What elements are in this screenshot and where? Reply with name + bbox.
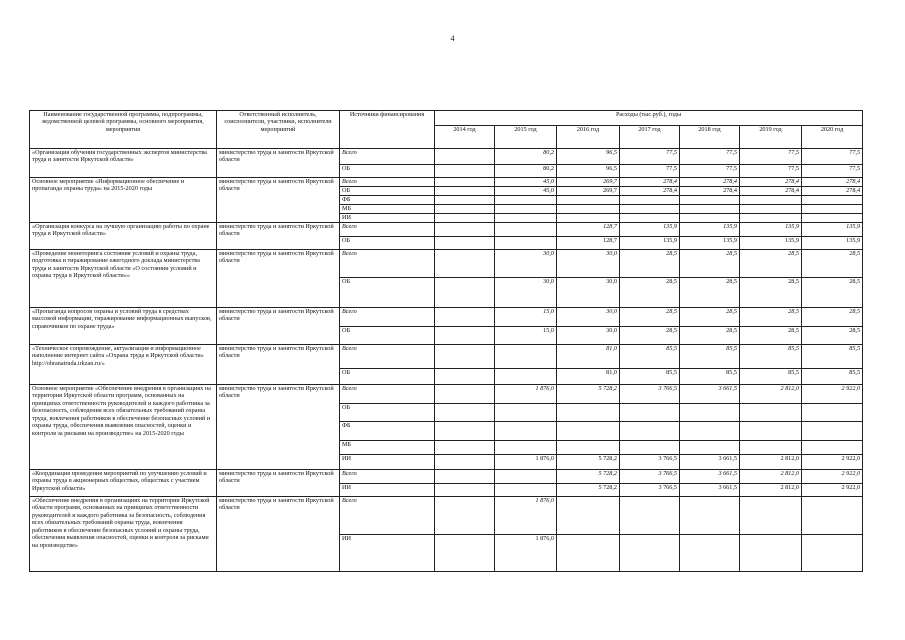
- amount-cell: 77,5: [740, 165, 802, 178]
- measure-name: «Обеспечение внедрения в организациях на территории Иркутской области программ, основанных на принципах ответственности руководителей и каждого работника за безопасность, соблюдения всех обязательных требований охраны труда, вовлечения работников в обеспечение безопасных условий и охраны труда, обеспечения выявления опасностей, оценки и контроля за рисками на производстве»: [30, 497, 217, 572]
- amount-cell: [680, 196, 740, 205]
- amount-cell: 2 812,0: [740, 470, 802, 484]
- amount-cell: [435, 535, 495, 572]
- amount-cell: [802, 404, 863, 422]
- amount-cell: 45,0: [495, 187, 557, 196]
- table-row: [30, 385, 863, 404]
- amount-cell: 77,5: [620, 149, 680, 165]
- amount-cell: [495, 484, 557, 497]
- table-row: [30, 470, 863, 484]
- amount-cell: [620, 535, 680, 572]
- amount-cell: [495, 369, 557, 385]
- funding-source: ОБ: [340, 369, 435, 385]
- amount-cell: 30,0: [557, 250, 620, 278]
- amount-cell: 30,0: [557, 278, 620, 308]
- amount-cell: 28,5: [740, 278, 802, 308]
- amount-cell: 28,5: [802, 308, 863, 327]
- amount-cell: 135,9: [802, 237, 863, 250]
- funding-source: Всего: [340, 223, 435, 237]
- funding-source: ФБ: [340, 196, 435, 205]
- amount-cell: [495, 196, 557, 205]
- amount-cell: 2 922,0: [802, 385, 863, 404]
- measure-name: «Проведение мониторинга состояния условий и охраны труда, подготовка и тиражирование ежегодного доклада министерства труда и занятости Иркутской области «О состоянии условий и охраны труда в Иркутской области»»: [30, 250, 217, 308]
- amount-cell: [680, 205, 740, 214]
- amount-cell: [802, 497, 863, 535]
- amount-cell: [435, 308, 495, 327]
- funding-source: ИИ: [340, 455, 435, 470]
- measure-name: «Организация конкурса на лучшую организацию работы по охране труда в Иркутской области»: [30, 223, 217, 250]
- amount-cell: 135,9: [620, 223, 680, 237]
- funding-source: ОБ: [340, 327, 435, 345]
- amount-cell: [557, 214, 620, 223]
- amount-cell: [557, 404, 620, 422]
- amount-cell: 269,7: [557, 178, 620, 187]
- table-row: [30, 178, 863, 187]
- amount-cell: 5 728,2: [557, 385, 620, 404]
- amount-cell: [495, 422, 557, 441]
- amount-cell: [435, 223, 495, 237]
- funding-source: Всего: [340, 470, 435, 484]
- amount-cell: 3 766,5: [620, 470, 680, 484]
- amount-cell: [435, 369, 495, 385]
- amount-cell: [557, 535, 620, 572]
- amount-cell: 1 876,0: [495, 497, 557, 535]
- amount-cell: 30,0: [495, 250, 557, 278]
- amount-cell: 278,4: [802, 178, 863, 187]
- amount-cell: 85,5: [802, 369, 863, 385]
- amount-cell: [620, 404, 680, 422]
- measure-name: «Координация проведения мероприятий по улучшению условий и охраны труда в акционерных обществах, обществах с участием Иркутской области»: [30, 470, 217, 497]
- amount-cell: 28,5: [802, 278, 863, 308]
- funding-source: ИИ: [340, 535, 435, 572]
- header-year: 2019 год: [740, 126, 802, 149]
- amount-cell: 5 728,2: [557, 455, 620, 470]
- amount-cell: 3 766,5: [620, 484, 680, 497]
- amount-cell: 278,4: [802, 187, 863, 196]
- amount-cell: 3 661,5: [680, 484, 740, 497]
- amount-cell: 96,5: [557, 149, 620, 165]
- amount-cell: 128,7: [557, 237, 620, 250]
- amount-cell: [740, 497, 802, 535]
- amount-cell: 77,5: [680, 149, 740, 165]
- amount-cell: 1 876,0: [495, 385, 557, 404]
- amount-cell: 5 728,2: [557, 470, 620, 484]
- amount-cell: 85,5: [680, 369, 740, 385]
- header-year: 2016 год: [557, 126, 620, 149]
- funding-source: Всего: [340, 178, 435, 187]
- funding-source: Всего: [340, 345, 435, 369]
- amount-cell: 85,5: [802, 345, 863, 369]
- amount-cell: 28,5: [802, 327, 863, 345]
- amount-cell: 30,0: [495, 278, 557, 308]
- measure-name: Основное мероприятие «Обеспечение внедрения в организациях на территории Иркутской области программ, основанных на принципах ответственности руководителей и каждого работника за безопасность, соблюдения всех обязательных требований охраны труда, вовлечения работников в обеспечение безопасных условий и охраны труда, обеспечения выявления опасностей, оценки и контроля за рисками на производстве» на 2015-2020 годы: [30, 385, 217, 470]
- amount-cell: [620, 497, 680, 535]
- header-sources: Источники финансирования: [340, 111, 435, 149]
- amount-cell: 278,4: [740, 178, 802, 187]
- amount-cell: 2 812,0: [740, 455, 802, 470]
- amount-cell: [740, 404, 802, 422]
- amount-cell: 85,5: [740, 369, 802, 385]
- amount-cell: [435, 196, 495, 205]
- amount-cell: [435, 497, 495, 535]
- amount-cell: [620, 214, 680, 223]
- amount-cell: 81,0: [557, 345, 620, 369]
- measure-name: «Техническое сопровождение, актуализация и информационное наполнение интернет сайта «Охрана труда в Иркутской области» http://ohranatruda.irkzan.ru/»: [30, 345, 217, 385]
- amount-cell: 28,5: [620, 327, 680, 345]
- responsible-executor: министерство труда и занятости Иркутской области: [217, 470, 340, 497]
- table-row: [30, 149, 863, 165]
- amount-cell: [495, 223, 557, 237]
- amount-cell: [557, 422, 620, 441]
- amount-cell: 77,5: [802, 165, 863, 178]
- amount-cell: 77,5: [680, 165, 740, 178]
- amount-cell: 28,5: [620, 278, 680, 308]
- amount-cell: [680, 441, 740, 455]
- amount-cell: [435, 484, 495, 497]
- amount-cell: [740, 205, 802, 214]
- funding-source: Всего: [340, 308, 435, 327]
- measure-name: «Организация обучения государственных экспертов министерства труда и занятости Иркутской области»: [30, 149, 217, 178]
- measure-name: «Пропаганда вопросов охраны и условий труда в средствах массовой информации, тиражирование информационных выпусков, справочников по охране труда»: [30, 308, 217, 345]
- responsible-executor: министерство труда и занятости Иркутской области: [217, 308, 340, 345]
- amount-cell: [620, 196, 680, 205]
- table-row: [30, 250, 863, 278]
- amount-cell: [557, 497, 620, 535]
- funding-source: ОБ: [340, 278, 435, 308]
- amount-cell: 1 876,0: [495, 535, 557, 572]
- amount-cell: 15,0: [495, 308, 557, 327]
- amount-cell: [435, 441, 495, 455]
- amount-cell: [495, 470, 557, 484]
- amount-cell: [435, 455, 495, 470]
- funding-source: Всего: [340, 385, 435, 404]
- amount-cell: 85,5: [680, 345, 740, 369]
- responsible-executor: министерство труда и занятости Иркутской области: [217, 497, 340, 572]
- funding-source: ОБ: [340, 187, 435, 196]
- amount-cell: 135,9: [620, 237, 680, 250]
- amount-cell: [680, 535, 740, 572]
- amount-cell: [802, 205, 863, 214]
- amount-cell: [435, 178, 495, 187]
- amount-cell: 3 661,5: [680, 470, 740, 484]
- amount-cell: [435, 327, 495, 345]
- header-year: 2014 год: [435, 126, 495, 149]
- table-row: [30, 497, 863, 535]
- amount-cell: 3 766,5: [620, 455, 680, 470]
- amount-cell: 85,5: [740, 345, 802, 369]
- table-row: [30, 223, 863, 237]
- amount-cell: 3 661,5: [680, 385, 740, 404]
- amount-cell: 128,7: [557, 223, 620, 237]
- amount-cell: [802, 214, 863, 223]
- responsible-executor: министерство труда и занятости Иркутской области: [217, 385, 340, 470]
- amount-cell: [435, 205, 495, 214]
- header-responsible: Ответственный исполнитель, соисполнители, участники, исполнители мероприятий: [217, 111, 340, 149]
- amount-cell: [620, 205, 680, 214]
- amount-cell: 30,0: [557, 308, 620, 327]
- amount-cell: 135,9: [680, 237, 740, 250]
- amount-cell: 278,4: [680, 178, 740, 187]
- amount-cell: 5 728,2: [557, 484, 620, 497]
- amount-cell: [495, 205, 557, 214]
- amount-cell: [495, 404, 557, 422]
- amount-cell: 45,0: [495, 178, 557, 187]
- amount-cell: [435, 422, 495, 441]
- amount-cell: 28,5: [740, 308, 802, 327]
- funding-source: ФБ: [340, 422, 435, 441]
- amount-cell: [495, 441, 557, 455]
- amount-cell: [495, 237, 557, 250]
- amount-cell: [802, 441, 863, 455]
- amount-cell: 3 766,5: [620, 385, 680, 404]
- amount-cell: [680, 214, 740, 223]
- funding-source: Всего: [340, 497, 435, 535]
- table-row: [30, 308, 863, 327]
- amount-cell: 135,9: [680, 223, 740, 237]
- amount-cell: [802, 535, 863, 572]
- amount-cell: 269,7: [557, 187, 620, 196]
- amount-cell: [435, 345, 495, 369]
- amount-cell: 278,4: [680, 187, 740, 196]
- funding-source: ИИ: [340, 484, 435, 497]
- amount-cell: 3 661,5: [680, 455, 740, 470]
- amount-cell: 2 922,0: [802, 455, 863, 470]
- amount-cell: [435, 250, 495, 278]
- table-body: [30, 149, 863, 572]
- amount-cell: 28,5: [680, 327, 740, 345]
- amount-cell: [680, 404, 740, 422]
- amount-cell: 135,9: [740, 237, 802, 250]
- header-expenses: Расходы (тыс.руб.), годы: [435, 111, 863, 126]
- amount-cell: [435, 470, 495, 484]
- amount-cell: 81,0: [557, 369, 620, 385]
- amount-cell: [680, 422, 740, 441]
- amount-cell: 28,5: [802, 250, 863, 278]
- responsible-executor: министерство труда и занятости Иркутской области: [217, 345, 340, 385]
- amount-cell: [435, 214, 495, 223]
- funding-source: ОБ: [340, 237, 435, 250]
- amount-cell: 28,5: [680, 278, 740, 308]
- amount-cell: 1 876,0: [495, 455, 557, 470]
- header-year: 2017 год: [620, 126, 680, 149]
- page-number: 4: [450, 34, 455, 43]
- amount-cell: [435, 404, 495, 422]
- amount-cell: 2 812,0: [740, 385, 802, 404]
- amount-cell: [495, 345, 557, 369]
- funding-source: Всего: [340, 149, 435, 165]
- amount-cell: 2 922,0: [802, 484, 863, 497]
- amount-cell: 28,5: [740, 250, 802, 278]
- amount-cell: [620, 422, 680, 441]
- amount-cell: 28,5: [620, 250, 680, 278]
- amount-cell: [557, 441, 620, 455]
- financing-table: [29, 110, 863, 572]
- amount-cell: [435, 187, 495, 196]
- amount-cell: 15,0: [495, 327, 557, 345]
- amount-cell: [435, 278, 495, 308]
- funding-source: МБ: [340, 205, 435, 214]
- amount-cell: 2 812,0: [740, 484, 802, 497]
- amount-cell: 2 922,0: [802, 470, 863, 484]
- amount-cell: [740, 214, 802, 223]
- amount-cell: 28,5: [620, 308, 680, 327]
- amount-cell: 278,4: [620, 178, 680, 187]
- measure-name: Основное мероприятие «Информационное обеспечение и пропаганда охраны труда» на 2015-2020 годы: [30, 178, 217, 223]
- responsible-executor: министерство труда и занятости Иркутской области: [217, 250, 340, 308]
- amount-cell: [680, 497, 740, 535]
- amount-cell: [740, 196, 802, 205]
- amount-cell: [557, 205, 620, 214]
- amount-cell: 77,5: [620, 165, 680, 178]
- funding-source: ИИ: [340, 214, 435, 223]
- funding-source: МБ: [340, 441, 435, 455]
- amount-cell: [802, 422, 863, 441]
- amount-cell: [740, 535, 802, 572]
- amount-cell: 77,5: [802, 149, 863, 165]
- amount-cell: 278,4: [620, 187, 680, 196]
- amount-cell: 80,2: [495, 165, 557, 178]
- amount-cell: [495, 214, 557, 223]
- header-year: 2015 год: [495, 126, 557, 149]
- amount-cell: 135,9: [740, 223, 802, 237]
- funding-source: Всего: [340, 250, 435, 278]
- header-year: 2018 год: [680, 126, 740, 149]
- amount-cell: [557, 196, 620, 205]
- table-row: [30, 345, 863, 369]
- responsible-executor: министерство труда и занятости Иркутской области: [217, 178, 340, 223]
- amount-cell: 28,5: [680, 308, 740, 327]
- responsible-executor: министерство труда и занятости Иркутской области: [217, 223, 340, 250]
- amount-cell: 28,5: [680, 250, 740, 278]
- funding-source: ОБ: [340, 165, 435, 178]
- amount-cell: 77,5: [740, 149, 802, 165]
- responsible-executor: министерство труда и занятости Иркутской области: [217, 149, 340, 178]
- amount-cell: [435, 165, 495, 178]
- amount-cell: 278,4: [740, 187, 802, 196]
- amount-cell: [740, 441, 802, 455]
- amount-cell: [435, 385, 495, 404]
- header-year: 2020 год: [802, 126, 863, 149]
- amount-cell: [435, 237, 495, 250]
- amount-cell: 85,5: [620, 369, 680, 385]
- amount-cell: 28,5: [740, 327, 802, 345]
- funding-source: ОБ: [340, 404, 435, 422]
- amount-cell: [435, 149, 495, 165]
- amount-cell: 85,5: [620, 345, 680, 369]
- amount-cell: [620, 441, 680, 455]
- amount-cell: [740, 422, 802, 441]
- header-name: Наименование государственной программы, подпрограммы, ведомственной целевой программы, основного мероприятия, мероприятия: [30, 111, 217, 149]
- amount-cell: 30,0: [557, 327, 620, 345]
- amount-cell: [802, 196, 863, 205]
- amount-cell: 80,2: [495, 149, 557, 165]
- amount-cell: 96,5: [557, 165, 620, 178]
- amount-cell: 135,9: [802, 223, 863, 237]
